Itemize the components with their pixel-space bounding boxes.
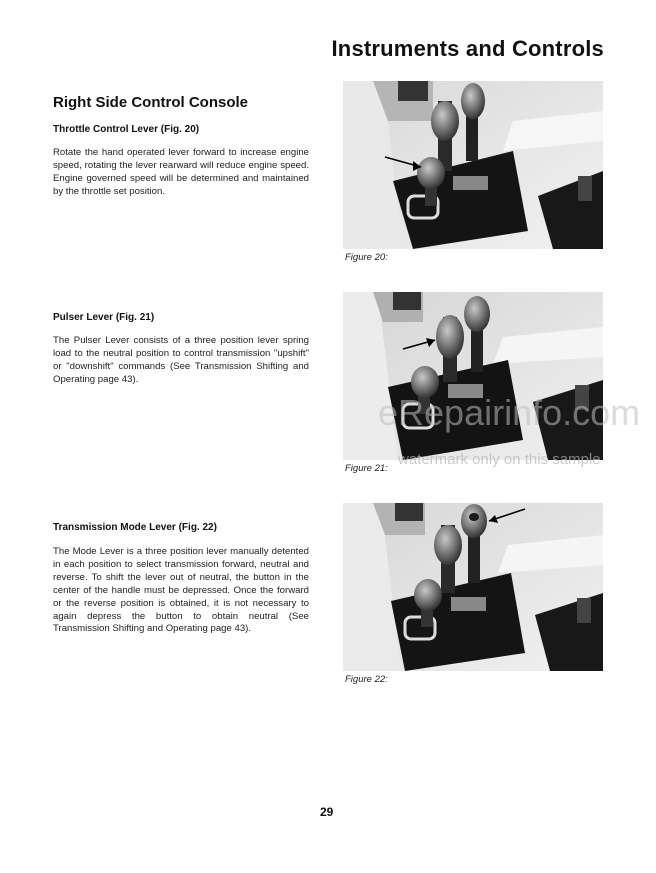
figure-22-photo: [343, 503, 603, 671]
page-number: 29: [320, 805, 334, 819]
throttle-lever-text: Rotate the hand operated lever forward to increase engine speed, rotating the lever rearward will reduce engine speed. Engine governed speed will be determined and maintained by the throttle set position.: [53, 147, 309, 197]
mode-lever-text: The Mode Lever is a three position lever manually detented in each position to select transmission forward, neutral and reverse. To shift the lever out of neutral, the button in the center of the handle must be depressed. Once the forward or the reverse position is obtained, it is not necessary to again depress the button to obtain neutral (See Transmission Shifting and Operating page 43).: [53, 546, 309, 635]
page-title: Instruments and Controls: [331, 36, 604, 61]
section-title: Right Side Control Console: [53, 94, 248, 111]
figure-20-caption: Figure 20:: [345, 252, 388, 263]
figure-21-photo: [343, 292, 603, 460]
figure-20-photo: [343, 81, 603, 249]
figure-22-caption: Figure 22:: [345, 674, 388, 685]
figure-21-caption: Figure 21:: [345, 463, 388, 474]
pulser-lever-text: The Pulser Lever consists of a three position lever spring load to the neutral position to control transmission "upshift" or "downshift" commands (See Transmission Shifting and Operating page 43).: [53, 335, 309, 385]
watermark-text: eRepairinfo.com: [378, 392, 641, 433]
watermark-subtext: watermark only on this sample: [398, 451, 601, 468]
mode-lever-heading: Transmission Mode Lever (Fig. 22): [53, 522, 217, 533]
throttle-lever-heading: Throttle Control Lever (Fig. 20): [53, 124, 200, 135]
pulser-lever-heading: Pulser Lever (Fig. 21): [53, 312, 155, 323]
